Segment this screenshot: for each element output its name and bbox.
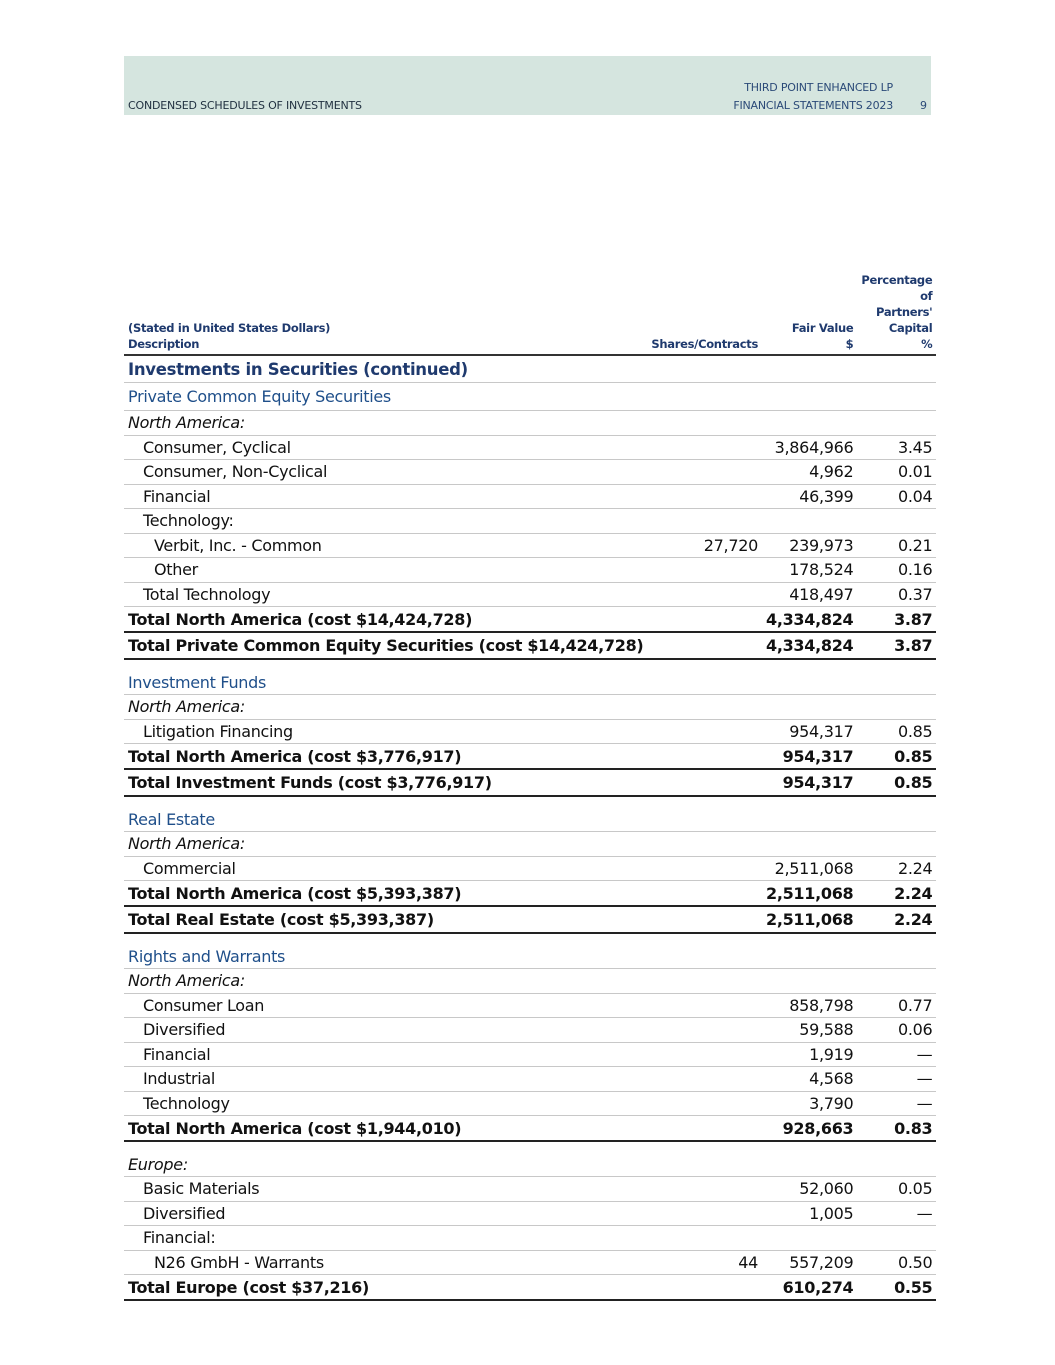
table-row [124, 460, 936, 485]
percentage-cell: — [857, 1091, 936, 1116]
fair-value-cell: 4,334,824 [762, 632, 857, 659]
fair-value-cell: 858,798 [762, 993, 857, 1018]
description-cell: Industrial [124, 1067, 647, 1092]
fair-value-cell: 557,209 [762, 1250, 857, 1275]
shares-cell [647, 582, 762, 607]
description-cell: North America: [124, 411, 647, 436]
percentage-cell: — [857, 1042, 936, 1067]
fair-value-cell: 954,317 [762, 744, 857, 770]
total-row [124, 906, 936, 933]
fair-value-cell [762, 509, 857, 534]
table-row [124, 933, 936, 969]
percentage-cell [857, 832, 936, 857]
shares-cell [647, 632, 762, 659]
shares-cell [647, 856, 762, 881]
percentage-cell: 0.37 [857, 582, 936, 607]
page-header-band [124, 56, 931, 115]
shares-cell [647, 769, 762, 796]
description-cell: Diversified [124, 1201, 647, 1226]
description-cell: Diversified [124, 1018, 647, 1043]
fair-value-cell [762, 1226, 857, 1251]
percentage-cell: 0.85 [857, 719, 936, 744]
shares-cell [647, 906, 762, 933]
percentage-cell [857, 411, 936, 436]
shares-cell [647, 607, 762, 633]
description-cell: Consumer, Non-Cyclical [124, 460, 647, 485]
fair-value-cell: 3,864,966 [762, 435, 857, 460]
fair-value-cell: 954,317 [762, 719, 857, 744]
percentage-cell: 0.50 [857, 1250, 936, 1275]
description-cell: Consumer, Cyclical [124, 435, 647, 460]
description-cell: North America: [124, 832, 647, 857]
fair-value-cell [762, 411, 857, 436]
section-title: CONDENSED SCHEDULES OF INVESTMENTS [128, 99, 362, 112]
table-row [124, 1067, 936, 1092]
fair-value-cell: 928,663 [762, 1116, 857, 1142]
percentage-cell: 0.83 [857, 1116, 936, 1142]
percentage-cell [857, 933, 936, 969]
description-cell: Litigation Financing [124, 719, 647, 744]
page-number: 9 [920, 99, 927, 112]
fair-value-cell: 178,524 [762, 558, 857, 583]
percentage-cell: 3.87 [857, 607, 936, 633]
percentage-cell: 3.45 [857, 435, 936, 460]
description-cell: Total Private Common Equity Securities (cost $14,424,728) [124, 632, 647, 659]
table-row [124, 1091, 936, 1116]
shares-cell [647, 383, 762, 411]
table-row [124, 509, 936, 534]
schedule-of-investments-table [124, 272, 936, 1301]
percentage-header: Percentage of Partners' Capital % [857, 272, 936, 355]
shares-cell [647, 1226, 762, 1251]
fair-value-cell [762, 933, 857, 969]
shares-cell [647, 1091, 762, 1116]
fair-value-cell: 1,005 [762, 1201, 857, 1226]
percentage-cell: 0.21 [857, 533, 936, 558]
percentage-cell [857, 695, 936, 720]
shares-cell [647, 1116, 762, 1142]
table-row [124, 993, 936, 1018]
percentage-cell: — [857, 1067, 936, 1092]
table-row [124, 435, 936, 460]
table-row [124, 1177, 936, 1202]
table-row [124, 856, 936, 881]
description-cell: Total Europe (cost $37,216) [124, 1275, 647, 1301]
fair-value-cell [762, 969, 857, 994]
shares-cell [647, 993, 762, 1018]
percentage-cell: 0.85 [857, 744, 936, 770]
description-cell: North America: [124, 695, 647, 720]
table-row [124, 383, 936, 411]
shares-cell [647, 509, 762, 534]
description-cell: Technology [124, 1091, 647, 1116]
percentage-cell: 0.55 [857, 1275, 936, 1301]
shares-cell [647, 796, 762, 832]
fair-value-cell: 1,919 [762, 1042, 857, 1067]
table-row [124, 659, 936, 695]
fair-value-cell [762, 659, 857, 695]
fair-value-cell: 3,790 [762, 1091, 857, 1116]
percentage-cell [857, 355, 936, 383]
description-cell: North America: [124, 969, 647, 994]
description-cell: Other [124, 558, 647, 583]
description-cell: Private Common Equity Securities [124, 383, 647, 411]
table-row [124, 1250, 936, 1275]
table-row [124, 582, 936, 607]
percentage-cell: 0.85 [857, 769, 936, 796]
description-cell: Commercial [124, 856, 647, 881]
fair-value-cell: 239,973 [762, 533, 857, 558]
percentage-cell [857, 509, 936, 534]
percentage-cell [857, 1226, 936, 1251]
fair-value-cell: 46,399 [762, 484, 857, 509]
shares-cell [647, 1141, 762, 1177]
table-row [124, 1018, 936, 1043]
fair-value-cell [762, 383, 857, 411]
fair-value-cell: 2,511,068 [762, 906, 857, 933]
fair-value-cell [762, 355, 857, 383]
shares-cell [647, 1201, 762, 1226]
percentage-cell: — [857, 1201, 936, 1226]
description-cell: Technology: [124, 509, 647, 534]
percentage-cell: 0.77 [857, 993, 936, 1018]
percentage-cell [857, 383, 936, 411]
description-cell: Investments in Securities (continued) [124, 355, 647, 383]
shares-header: Shares/Contracts [647, 272, 762, 355]
fair-value-cell: 610,274 [762, 1275, 857, 1301]
table-row [124, 796, 936, 832]
shares-cell [647, 484, 762, 509]
fair-value-cell: 52,060 [762, 1177, 857, 1202]
shares-cell [647, 659, 762, 695]
fair-value-cell: 4,334,824 [762, 607, 857, 633]
description-cell: Financial [124, 484, 647, 509]
fair-value-cell: 4,962 [762, 460, 857, 485]
shares-cell [647, 1177, 762, 1202]
table-row [124, 1141, 936, 1177]
shares-cell [647, 1067, 762, 1092]
table-row [124, 558, 936, 583]
description-cell: Europe: [124, 1141, 647, 1177]
description-cell: Total North America (cost $5,393,387) [124, 881, 647, 907]
total-row [124, 607, 936, 633]
table-row [124, 1042, 936, 1067]
total-row [124, 1116, 936, 1142]
description-cell: Rights and Warrants [124, 933, 647, 969]
description-cell: Real Estate [124, 796, 647, 832]
percentage-cell [857, 796, 936, 832]
description-cell: Verbit, Inc. - Common [124, 533, 647, 558]
percentage-cell: 2.24 [857, 881, 936, 907]
company-name: THIRD POINT ENHANCED LP [744, 81, 893, 94]
description-header: (Stated in United States Dollars) Description [124, 272, 647, 355]
percentage-cell: 2.24 [857, 856, 936, 881]
percentage-cell [857, 1141, 936, 1177]
description-cell: Total North America (cost $3,776,917) [124, 744, 647, 770]
total-row [124, 769, 936, 796]
shares-cell [647, 460, 762, 485]
report-title: FINANCIAL STATEMENTS 2023 [733, 99, 893, 112]
shares-cell [647, 435, 762, 460]
shares-cell: 27,720 [647, 533, 762, 558]
description-cell: N26 GmbH - Warrants [124, 1250, 647, 1275]
percentage-cell: 3.87 [857, 632, 936, 659]
fair-value-cell: 954,317 [762, 769, 857, 796]
fair-value-header: Fair Value $ [762, 272, 857, 355]
table-row [124, 719, 936, 744]
shares-cell [647, 719, 762, 744]
table-row [124, 832, 936, 857]
percentage-cell [857, 969, 936, 994]
percentage-cell: 0.06 [857, 1018, 936, 1043]
description-cell: Financial [124, 1042, 647, 1067]
shares-cell [647, 1275, 762, 1301]
fair-value-cell: 2,511,068 [762, 856, 857, 881]
description-cell: Total Technology [124, 582, 647, 607]
table-row [124, 484, 936, 509]
shares-cell [647, 933, 762, 969]
fair-value-cell: 4,568 [762, 1067, 857, 1092]
description-cell: Total North America (cost $1,944,010) [124, 1116, 647, 1142]
shares-cell [647, 744, 762, 770]
total-row [124, 1275, 936, 1301]
shares-cell [647, 969, 762, 994]
table-row [124, 695, 936, 720]
fair-value-cell [762, 796, 857, 832]
table-row [124, 1226, 936, 1251]
percentage-cell: 2.24 [857, 906, 936, 933]
percentage-cell: 0.05 [857, 1177, 936, 1202]
fair-value-cell [762, 832, 857, 857]
description-cell: Basic Materials [124, 1177, 647, 1202]
description-cell: Total North America (cost $14,424,728) [124, 607, 647, 633]
description-cell: Total Real Estate (cost $5,393,387) [124, 906, 647, 933]
fair-value-cell [762, 695, 857, 720]
table-row [124, 411, 936, 436]
percentage-cell [857, 659, 936, 695]
fair-value-cell: 2,511,068 [762, 881, 857, 907]
description-cell: Consumer Loan [124, 993, 647, 1018]
shares-cell [647, 411, 762, 436]
description-cell: Investment Funds [124, 659, 647, 695]
description-cell: Financial: [124, 1226, 647, 1251]
percentage-cell: 0.04 [857, 484, 936, 509]
table-row [124, 1201, 936, 1226]
description-cell: Total Investment Funds (cost $3,776,917) [124, 769, 647, 796]
table-row [124, 355, 936, 383]
percentage-cell: 0.16 [857, 558, 936, 583]
table-row [124, 969, 936, 994]
table-header-row [124, 272, 936, 355]
shares-cell [647, 1042, 762, 1067]
table-row [124, 533, 936, 558]
total-row [124, 744, 936, 770]
fair-value-cell: 59,588 [762, 1018, 857, 1043]
shares-cell [647, 695, 762, 720]
shares-cell [647, 558, 762, 583]
total-row [124, 881, 936, 907]
shares-cell [647, 1018, 762, 1043]
fair-value-cell [762, 1141, 857, 1177]
fair-value-cell: 418,497 [762, 582, 857, 607]
total-row [124, 632, 936, 659]
shares-cell [647, 832, 762, 857]
percentage-cell: 0.01 [857, 460, 936, 485]
shares-cell [647, 355, 762, 383]
shares-cell: 44 [647, 1250, 762, 1275]
shares-cell [647, 881, 762, 907]
